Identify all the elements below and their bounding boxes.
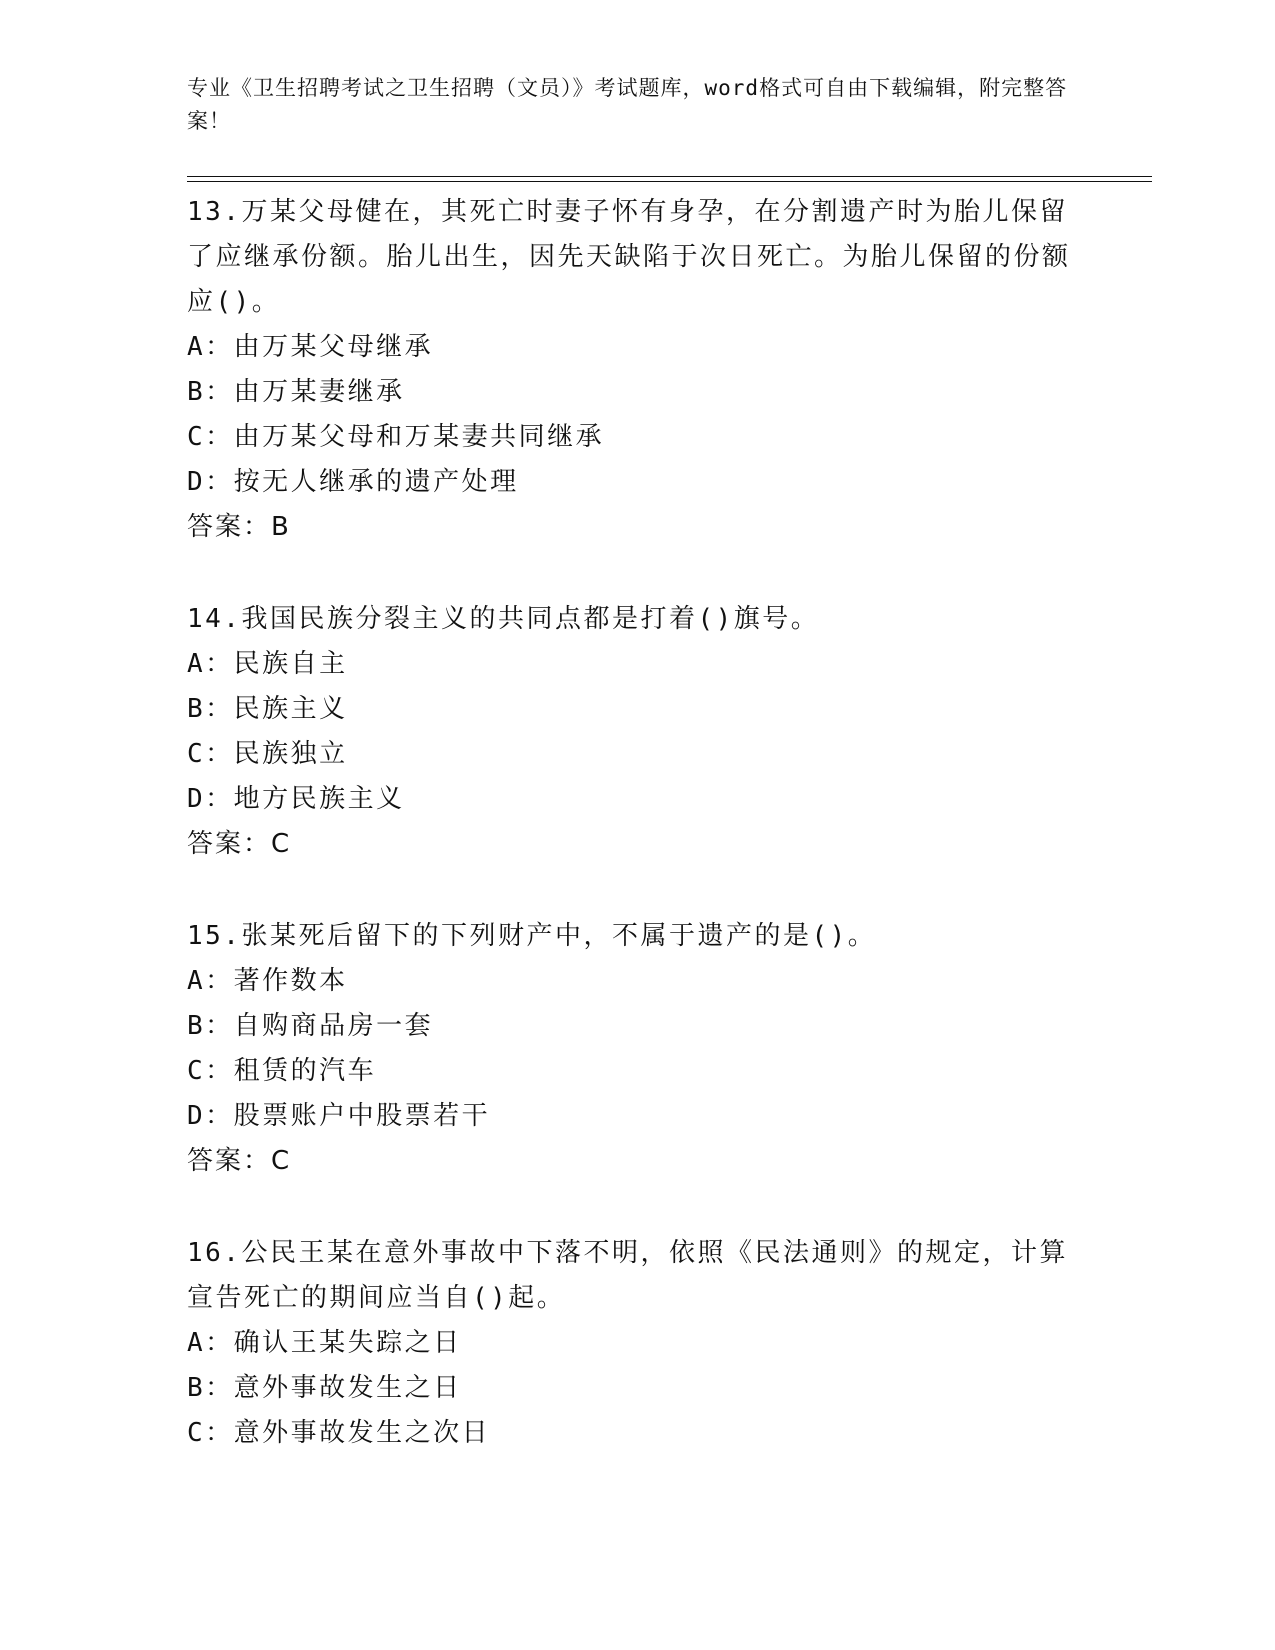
option-c: C：由万某父母和万某妻共同继承 bbox=[187, 422, 605, 452]
header-divider-top bbox=[187, 176, 1152, 177]
option-b: B：意外事故发生之日 bbox=[187, 1373, 462, 1403]
question-text: 14.我国民族分裂主义的共同点都是打着()旗号。 bbox=[187, 604, 820, 634]
option-b: B：自购商品房一套 bbox=[187, 1011, 434, 1041]
option-c: C：民族独立 bbox=[187, 739, 348, 769]
answer-label: 答案：C bbox=[187, 1146, 292, 1176]
question-text: 13.万某父母健在，其死亡时妻子怀有身孕，在分割遗产时为胎儿保留了应继承份额。胎儿出生，因先天缺陷于次日死亡。为胎儿保留的份额应()。 bbox=[187, 197, 1071, 317]
option-d: D：地方民族主义 bbox=[187, 784, 405, 814]
option-a: A：确认王某失踪之日 bbox=[187, 1328, 462, 1358]
question-text: 15.张某死后留下的下列财产中，不属于遗产的是()。 bbox=[187, 921, 877, 951]
option-d: D：股票账户中股票若干 bbox=[187, 1101, 491, 1131]
option-d: D：按无人继承的遗产处理 bbox=[187, 467, 519, 497]
question-13 bbox=[187, 190, 1087, 550]
question-text: 16.公民王某在意外事故中下落不明，依照《民法通则》的规定，计算宣告死亡的期间应当自()起。 bbox=[187, 1238, 1068, 1313]
question-14 bbox=[187, 597, 1087, 867]
option-b: B：由万某妻继承 bbox=[187, 377, 405, 407]
option-a: A：著作数本 bbox=[187, 966, 348, 996]
option-a: A：民族自主 bbox=[187, 649, 348, 679]
option-c: C：意外事故发生之次日 bbox=[187, 1418, 491, 1448]
question-16 bbox=[187, 1231, 1087, 1456]
document-header: 专业《卫生招聘考试之卫生招聘（文员）》考试题库，word格式可自由下载编辑，附完整答案！ bbox=[187, 76, 1068, 133]
option-b: B：民族主义 bbox=[187, 694, 348, 724]
option-c: C：租赁的汽车 bbox=[187, 1056, 377, 1086]
question-15 bbox=[187, 914, 1087, 1184]
header-divider-bottom bbox=[187, 181, 1152, 182]
answer-label: 答案：C bbox=[187, 829, 292, 859]
answer-label: 答案：B bbox=[187, 512, 291, 542]
question-list bbox=[187, 190, 1087, 1503]
option-a: A：由万某父母继承 bbox=[187, 332, 434, 362]
